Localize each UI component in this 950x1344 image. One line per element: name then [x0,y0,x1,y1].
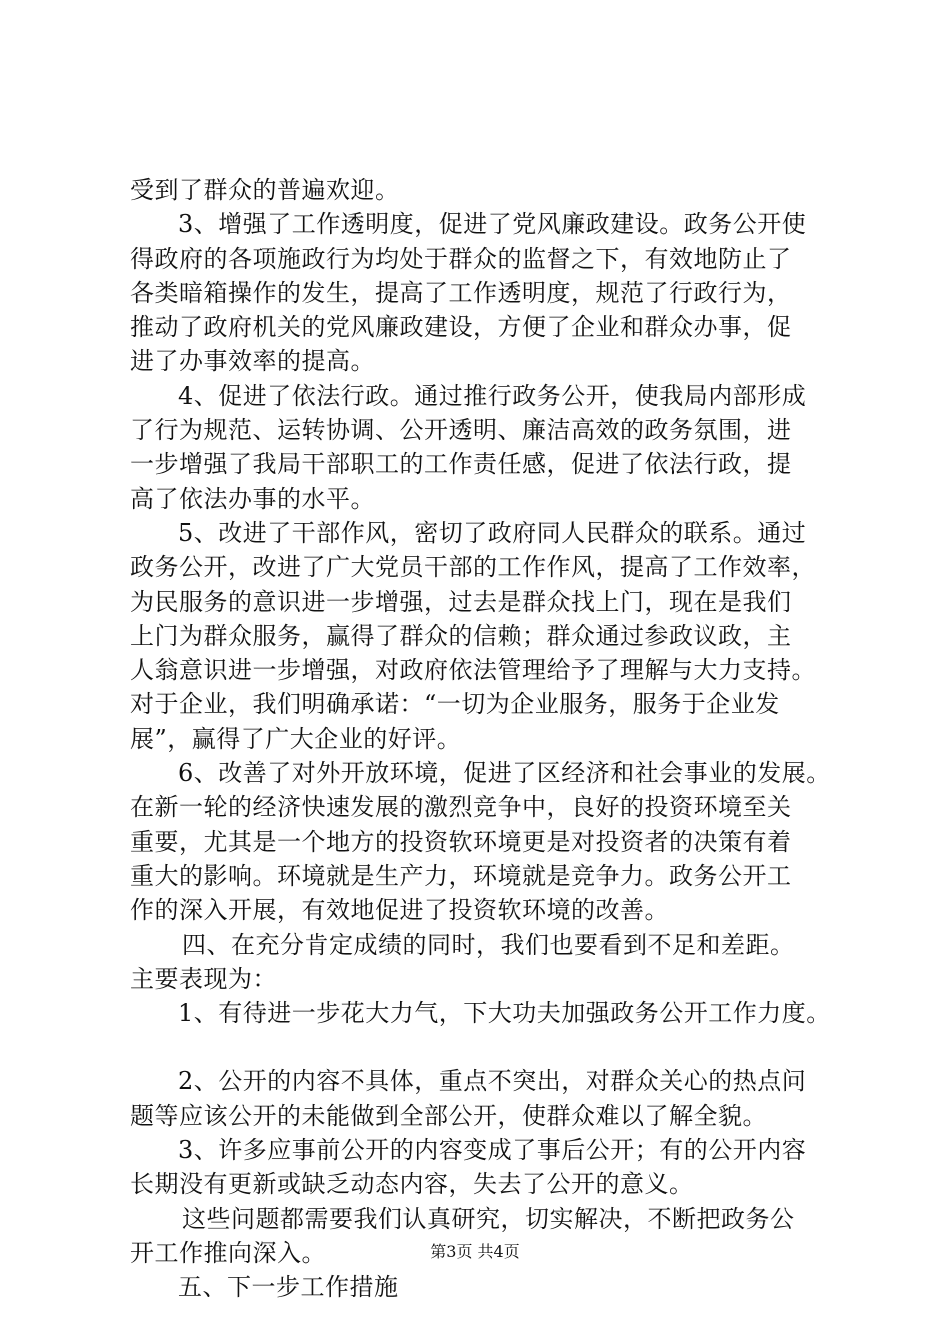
text-line: 重大的影响。环境就是生产力，环境就是竞争力。政务公开工 [130,861,792,890]
text-line: 4、促进了依法行政。通过推行政务公开，使我局内部形成 [178,381,807,410]
text-line: 展”，赢得了广大企业的好评。 [130,724,462,753]
text-line: 一步增强了我局干部职工的工作责任感，促进了依法行政，提 [130,450,792,479]
text-line: 开工作推向深入。 [130,1238,326,1267]
text-line: 各类暗箱操作的发生，提高了工作透明度，规范了行政行为， [130,278,792,307]
text-line: 人翁意识进一步增强，对政府依法管理给予了理解与大力支持。 [130,656,816,685]
text-line: 高了依法办事的水平。 [130,484,375,513]
text-line: 作的深入开展，有效地促进了投资软环境的改善。 [130,896,669,925]
text-line: 题等应该公开的未能做到全部公开，使群众难以了解全貌。 [130,1101,767,1130]
text-line: 了行为规范、运转协调、公开透明、廉洁高效的政务氛围，进 [130,416,792,445]
text-line: 长期没有更新或缺乏动态内容，失去了公开的意义。 [130,1170,694,1199]
section-heading: 五、下一步工作措施 [178,1273,399,1302]
text-line: 3、许多应事前公开的内容变成了事后公开；有的公开内容 [178,1136,807,1165]
text-line: 得政府的各项施政行为均处于群众的监督之下，有效地防止了 [130,244,792,273]
text-line: 推动了政府机关的党风廉政建设，方便了企业和群众办事，促 [130,313,792,342]
section-heading: 四、在充分肯定成绩的同时，我们也要看到不足和差距。 [182,930,795,959]
text-line: 这些问题都需要我们认真研究，切实解决，不断把政务公 [182,1204,795,1233]
page-number-footer: 第3页 共4页 [430,1242,520,1261]
text-line: 主要表现为： [130,964,277,993]
text-line: 上门为群众服务，赢得了群众的信赖；群众通过参政议政，主 [130,621,792,650]
text-line: 1、有待进一步花大力气，下大功夫加强政务公开工作力度。 [178,999,831,1028]
text-line: 重要，尤其是一个地方的投资软环境更是对投资者的决策有着 [130,827,792,856]
text-line: 进了办事效率的提高。 [130,347,375,376]
text-line: 3、增强了工作透明度，促进了党风廉政建设。政务公开使 [178,210,807,239]
text-line: 对于企业，我们明确承诺：“一切为企业服务，服务于企业发 [130,690,780,719]
text-line: 受到了群众的普遍欢迎。 [130,176,400,204]
text-line: 在新一轮的经济快速发展的激烈竞争中，良好的投资环境至关 [130,793,792,822]
text-line: 为民服务的意识进一步增强，过去是群众找上门，现在是我们 [130,587,792,616]
text-line: 2、公开的内容不具体，重点不突出，对群众关心的热点问 [178,1067,807,1096]
body-text [130,173,850,1305]
text-line: 6、改善了对外开放环境，促进了区经济和社会事业的发展。 [178,759,831,788]
blank-line [130,1030,850,1064]
text-line: 政务公开，改进了广大党员干部的工作作风，提高了工作效率， [130,553,816,582]
text-line: 5、改进了干部作风，密切了政府同人民群众的联系。通过 [178,518,807,547]
